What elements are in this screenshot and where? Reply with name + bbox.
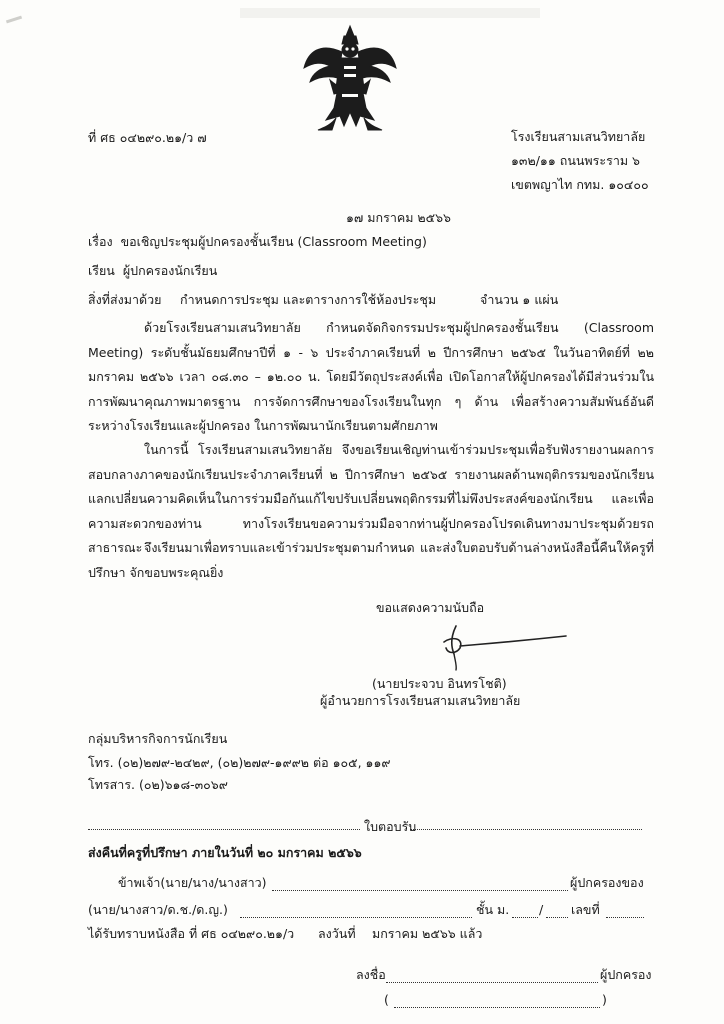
parent-of-label: ผู้ปกครองของ [570, 875, 644, 890]
parent-printed-name-field[interactable] [394, 1007, 600, 1008]
subject-label: เรื่อง [88, 234, 113, 249]
contact-phone: โทร. (๐๒)๒๗๙-๒๔๒๙, (๐๒)๒๗๙-๑๙๙๒ ต่อ ๑๐๕, ๑๑๙ [88, 755, 391, 770]
signer-name: (นายประจวบ อินทรโชติ) [372, 676, 507, 691]
letter-date: ๑๗ มกราคม ๒๕๖๖ [346, 210, 451, 225]
scan-bleed [240, 8, 540, 18]
student-name-field[interactable] [240, 917, 472, 918]
recipient-line [88, 264, 217, 278]
signer-position: ผู้อำนวยการโรงเรียนสามเสนวิทยาลัย [320, 693, 521, 708]
contact-fax: โทรสาร. (๐๒)๖๑๘-๓๐๖๙ [88, 777, 228, 792]
signature-role: ผู้ปกครอง [600, 967, 652, 982]
grade-label: ชั้น ม. [476, 902, 510, 917]
subject-line [88, 235, 427, 249]
closing-text: ขอแสดงความนับถือ [376, 600, 485, 615]
reply-instruction: ส่งคืนที่ครูที่ปรึกษา ภายในวันที่ ๒๐ มกราคม ๒๕๖๖ [88, 845, 362, 860]
school-address-line1: ๑๓๒/๑๑ ถนนพระราม ๖ [511, 153, 640, 168]
parent-name-label: ข้าพเจ้า(นาย/นาง/นางสาว) [118, 875, 267, 890]
printed-name-close-paren: ) [602, 992, 607, 1007]
parent-name-field[interactable] [272, 890, 568, 891]
body-paragraph-1: ด้วยโรงเรียนสามเสนวิทยาลัย กำหนดจัดกิจกรรมประชุมผู้ปกครองชั้นเรียน (Classroom Meeting) ระดับชั้นมัธยมศึกษาปีที่ ๑ - ๖ ประจำภาคเรียนที่ ๒ ปีการศึกษา ๒๕๖๕ ในวันอาทิตย์ที่ ๒๒ มกราคม ๒๕๖๖ เวลา ๐๘.๓๐ – ๑๒.๐๐ น. โดยมีวัตถุประสงค์เพื่อ เปิดโอกาสให้ผู้ปกครองได้มีส่วนร่วมในการพัฒนาคุณภาพมาตรฐาน การจัดการศึกษาของโรงเรียนในทุก ๆ ด้าน เพื่อสร้างความสัมพันธ์อันดีระหว่างโรงเรียนและผู้ปกครอง ในการพัฒนานักเรียนตามศักยภาพ [88, 320, 654, 433]
attachment-count: จำนวน ๑ แผ่น [480, 292, 559, 307]
school-address-line2: เขตพญาไท กทม. ๑๐๔๐๐ [511, 177, 649, 192]
reply-divider-left [88, 829, 360, 830]
letter-month-text: มกราคม ๒๕๖๖ แล้ว [372, 926, 483, 941]
body-paragraph-3: จึงเรียนมาเพื่อทราบและเข้าร่วมประชุมตามกำหนด และส่งใบตอบรับด้านล่างหนังสือนี้คืนให้ครูที่ปรึกษา จักขอบพระคุณยิ่ง [88, 540, 654, 580]
reply-slip-title: ใบตอบรับ [364, 819, 417, 834]
contact-department: กลุ่มบริหารกิจการนักเรียน [88, 731, 228, 746]
parent-signature-field[interactable] [386, 982, 598, 983]
reply-divider-right [410, 829, 642, 830]
acknowledge-text: ได้รับทราบหนังสือ ที่ ศธ ๐๔๒๙๐.๒๑/ว [88, 926, 295, 941]
letter-day-label: ลงวันที่ [318, 926, 356, 941]
school-name: โรงเรียนสามเสนวิทยาลัย [511, 129, 646, 144]
room-field[interactable] [546, 917, 568, 918]
attachment-text: กำหนดการประชุม และตารางการใช้ห้องประชุม [180, 292, 437, 307]
subject-text: ขอเชิญประชุมผู้ปกครองชั้นเรียน (Classroom Meeting) [120, 234, 427, 249]
recipient-label: เรียน [88, 263, 115, 278]
signature-icon [430, 620, 570, 672]
body-paragraph-2: ในการนี้ โรงเรียนสามเสนวิทยาลัย จึงขอเรียนเชิญท่านเข้าร่วมประชุมเพื่อรับฟังรายงานผลการสอบกลางภาคของนักเรียนประจำภาคเรียนที่ ๒ ปีการศึกษา ๒๕๖๕ รายงานผลด้านพฤติกรรมของนักเรียน แลกเปลี่ยนความคิดเห็นในการร่วมมือกันแก้ไขปรับเปลี่ยนพฤติกรรมที่ไม่พึงประสงค์ของนักเรียน และเพื่อความสะดวกของท่าน ทางโรงเรียนขอความร่วมมือจากท่านผู้ปกครองโปรดเดินทางมาประชุมด้วยรถสาธารณะ [88, 442, 654, 555]
garuda-emblem-icon [300, 22, 400, 134]
scan-mark [6, 16, 22, 24]
grade-slash: / [539, 902, 544, 917]
document-number: ที่ ศธ ๐๔๒๙๐.๒๑/ว ๗ [88, 130, 207, 145]
printed-name-open-paren: ( [384, 992, 389, 1007]
grade-field[interactable] [512, 917, 538, 918]
student-number-field[interactable] [606, 917, 644, 918]
signature-label: ลงชื่อ [356, 967, 386, 982]
student-name-label: (นาย/นางสาว/ด.ช./ด.ญ.) [88, 902, 228, 917]
recipient-text: ผู้ปกครองนักเรียน [122, 263, 218, 278]
student-number-label: เลขที่ [571, 902, 600, 917]
attachment-label: สิ่งที่ส่งมาด้วย [88, 292, 162, 307]
